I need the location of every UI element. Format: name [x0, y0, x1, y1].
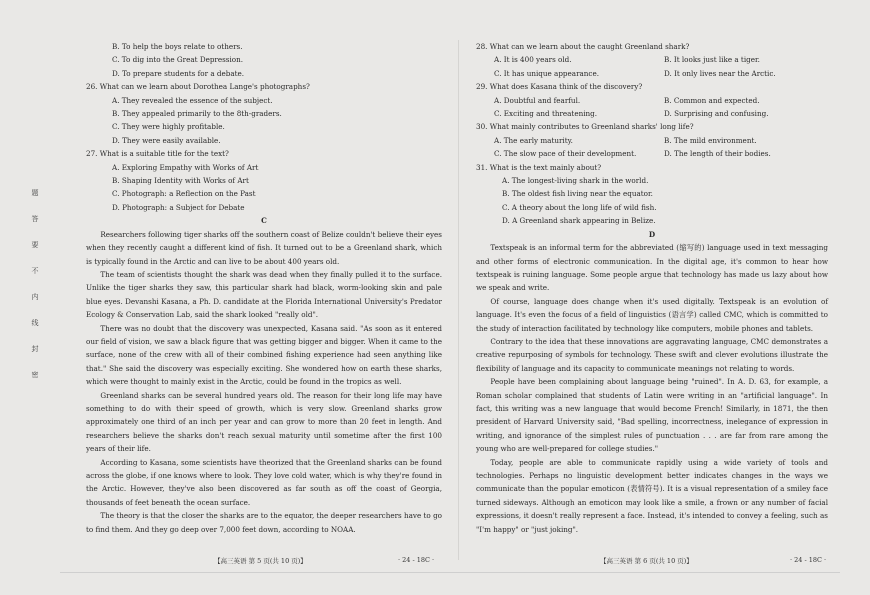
question-28: 28. What can we learn about the caught Greenland shark?	[476, 42, 690, 51]
binding-char: 要	[31, 241, 39, 249]
option: D. To prepare students for a debate.	[112, 68, 245, 78]
passage-paragraph: Today, people are able to communicate rapidly using a wide variety of tools and technologies. Perhaps no linguistic development better indicates changes in the ways we communicate than the popular emoticon (表情符号). It is a visual representation of a smiley face turned sideways. Although an emoticon may look like a smile, a frown or any number of facial expressions, it doesn't really represent a face. Instead, it's intended to convey a feeling, such as "I'm happy" or "just joking".	[476, 457, 828, 534]
passage-paragraph: The team of scientists thought the shark was dead when they finally pulled it to the surface. Unlike the tiger sharks they saw, this particular shark had black, worm-looking skin and pale blue eyes. Devanshi Kasana, a Ph. D. candidate at the Florida International University's Predator Ecology & Conservation Lab, said the shark looked "really old".	[86, 269, 442, 320]
left-page-column	[86, 40, 442, 536]
option: A. Doubtful and fearful.	[494, 95, 581, 105]
option: C. Exciting and threatening.	[494, 109, 598, 119]
right-page-footer: 【高三英语 第 6 页(共 10 页)】	[600, 557, 693, 565]
option: B. Shaping Identity with Works of Art	[112, 176, 249, 186]
binding-char: 不	[31, 267, 39, 275]
right-page-column	[476, 40, 828, 536]
option: C. It has unique appearance.	[494, 68, 599, 78]
bottom-rule	[60, 572, 840, 573]
passage-paragraph: There was no doubt that the discovery was unexpected, Kasana said. "As soon as it entered our field of vision, we saw a black figure that was getting bigger and bigger. When it came to the surface, none of the crew with all of their combined fishing experience had seen anything like that." She said the discovery was especially exciting. She wondered how on earth these sharks, which were thought to mainly exist in the Arctic, could be found in the tropics as well.	[86, 323, 442, 387]
section-heading-d: D	[648, 229, 656, 239]
option: A. The longest-living shark in the world.	[502, 176, 649, 186]
option: D. Photograph: a Subject for Debate	[112, 202, 245, 212]
passage-paragraph: According to Kasana, some scientists have theorized that the Greenland sharks can be found across the globe, if one knows where to look. They love cold water, which is why they're found in the Arctic. However, they've also been discovered as far south as off the coast of Georgia, thousands of feet beneath the ocean surface.	[86, 457, 442, 507]
option-row	[494, 67, 828, 80]
option: A. They revealed the essence of the subject.	[112, 95, 273, 105]
page-divider	[458, 40, 459, 560]
passage-paragraph: The theory is that the closer the sharks are to the equator, the deeper researchers have to go to find them. And they go deep over 7,000 feet down, according to NOAA.	[86, 511, 442, 534]
section-heading-c: C	[261, 216, 267, 226]
option-row	[494, 134, 828, 147]
question-31: 31. What is the text mainly about?	[476, 162, 602, 172]
option: B. The oldest fish living near the equator.	[502, 189, 653, 199]
binding-char: 内	[31, 293, 39, 301]
option-row	[494, 53, 828, 66]
option: A. It is 400 years old.	[494, 55, 572, 65]
option: A. The early maturity.	[494, 135, 573, 145]
passage-paragraph: Of course, language does change when it's used digitally. Textspeak is an evolution of language. It's even the focus of a field of linguistics (语言学) called CMC, which is committed to the study of interaction facilitated by technology like computers, mobile phones and tablets.	[476, 296, 828, 333]
option: A. Exploring Empathy with Works of Art	[112, 162, 259, 172]
option: C. Photograph: a Reflection on the Past	[112, 189, 256, 199]
binding-char: 密	[31, 371, 39, 379]
option: C. To dig into the Great Depression.	[112, 55, 244, 65]
left-page-footer: 【高三英语 第 5 页(共 10 页)】	[214, 557, 307, 565]
option: D. They were easily available.	[112, 135, 221, 145]
passage-paragraph: Textspeak is an informal term for the abbreviated (缩写的) language used in text messaging and other forms of electronic communication. In the digital age, it's common to hear how textspeak is ruining language. Some people argue that technology has made us lazy about how we speak and write.	[476, 243, 828, 293]
option: C. They were highly profitable.	[112, 122, 225, 132]
option: B. Common and expected.	[664, 95, 760, 105]
option: C. A theory about the long life of wild fish.	[502, 202, 657, 212]
right-page-code: · 24 - 18C ·	[790, 556, 827, 564]
binding-char: 封	[31, 345, 39, 353]
question-30: 30. What mainly contributes to Greenland sharks' long life?	[476, 122, 694, 132]
option: B. To help the boys relate to others.	[112, 42, 243, 51]
binding-char: 线	[31, 319, 39, 327]
binding-char: 答	[31, 215, 39, 223]
passage-paragraph: Contrary to the idea that these innovations are aggravating language, CMC demonstrates a creative repurposing of symbols for technology. These swift and clever evolutions illustrate the flexibility of language and its capacity to communicate meanings not relating to words.	[476, 336, 828, 373]
option: D. The length of their bodies.	[664, 149, 771, 159]
option: B. The mild environment.	[664, 135, 757, 145]
question-29: 29. What does Kasana think of the discovery?	[476, 82, 643, 92]
option: D. Surprising and confusing.	[664, 109, 769, 119]
binding-margin-notice	[28, 180, 42, 388]
option: B. It looks just like a tiger.	[664, 55, 760, 65]
left-page-code: · 24 - 18C ·	[398, 556, 435, 564]
option: D. A Greenland shark appearing in Belize.	[502, 216, 656, 226]
passage-paragraph: Researchers following tiger sharks off the southern coast of Belize couldn't believe their eyes when they recently caught a different kind of fish. It turned out to be a Greenland shark, which is typically found in the Arctic and can live to be about 400 years old.	[86, 229, 442, 266]
option-row	[494, 147, 828, 160]
passage-paragraph: People have been complaining about language being "ruined". In A. D. 63, for example, a Roman scholar complained that students of Latin were writing in an "artificial language". In fact, this writing was a new language that would become French! Similarly, in 1871, the then president of Harvard University said, "Bad spelling, incorrectness, inelegance of expression in writing, and ignorance of the simplest rules of punctuation . . . are far from rare among the young who are well-prepared for college studies."	[476, 377, 828, 454]
option-row	[494, 94, 828, 107]
question-27: 27. What is a suitable title for the text?	[86, 149, 229, 159]
question-26: 26. What can we learn about Dorothea Lange's photographs?	[86, 82, 310, 92]
passage-paragraph: Greenland sharks can be several hundred years old. The reason for their long life may have something to do with their speed of growth, which is very slow. Greenland sharks grow approximately one third of an inch per year and can grow to more than 20 feet in length. And researchers believe the sharks don't reach sexual maturity until sometime after the first 100 years of their life.	[86, 390, 442, 454]
option: D. It only lives near the Arctic.	[664, 68, 776, 78]
option-row	[494, 107, 828, 120]
binding-char: 题	[31, 189, 39, 197]
option: B. They appealed primarily to the 8th-graders.	[112, 109, 282, 119]
option: C. The slow pace of their development.	[494, 149, 637, 159]
